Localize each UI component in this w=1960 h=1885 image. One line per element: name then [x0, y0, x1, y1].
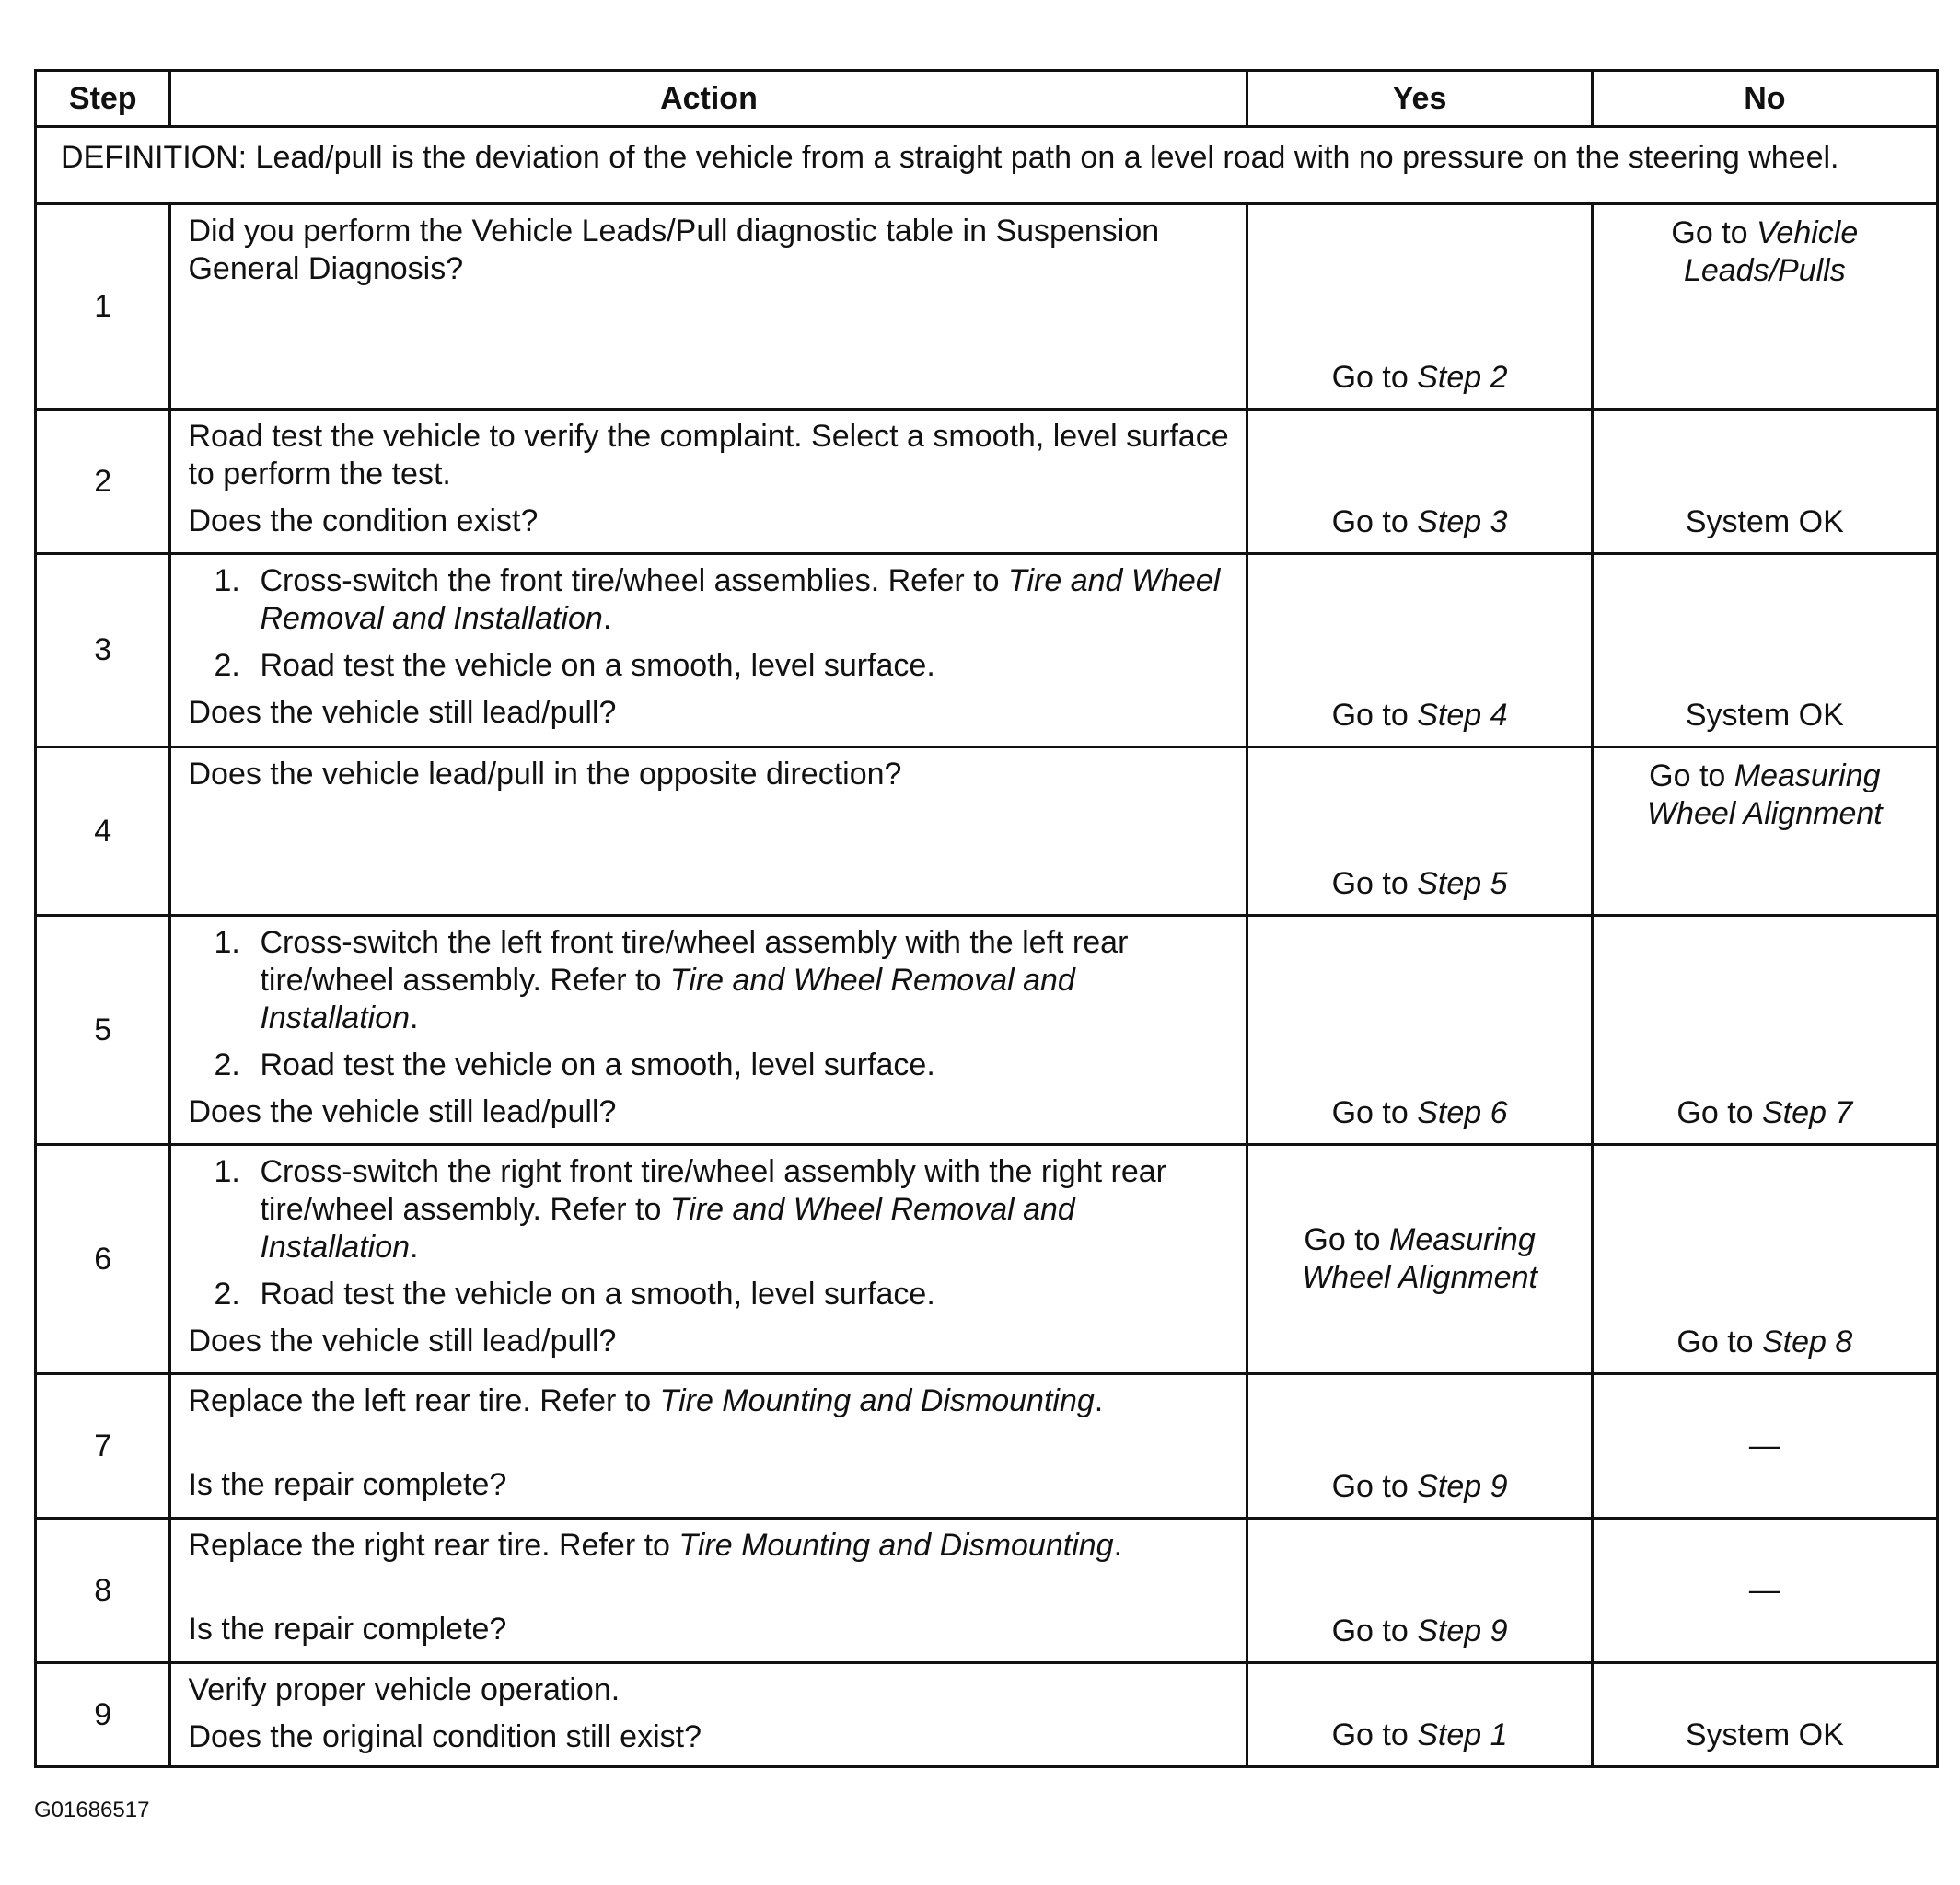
- no-link[interactable]: Step 8: [1762, 1324, 1853, 1359]
- step-number: 9: [36, 1663, 170, 1767]
- action-text: Does the vehicle lead/pull in the opposite direction?: [188, 757, 902, 792]
- list-item: 2. Road test the vehicle on a smooth, level surface.: [214, 1047, 935, 1082]
- no-result: —: [1748, 1428, 1780, 1463]
- action-text: Replace the right rear tire. Refer to Tire Mounting and Dismounting.: [188, 1528, 1123, 1563]
- table-row: [36, 410, 1938, 554]
- yes-cell: [1247, 410, 1592, 554]
- no-cell: [1592, 410, 1937, 554]
- action-question: Does the vehicle still lead/pull?: [188, 695, 617, 730]
- table-row: [36, 916, 1938, 1145]
- no-cell: [1592, 554, 1937, 747]
- yes-cell: [1247, 554, 1592, 747]
- step-number: 4: [36, 747, 170, 916]
- procedure-list: [188, 1153, 1231, 1313]
- table-row: [36, 747, 1938, 916]
- no-result: —: [1748, 1572, 1780, 1608]
- action-text: Did you perform the Vehicle Leads/Pull diagnostic table in Suspension General Diagnosis?: [188, 214, 1160, 286]
- action-question: Does the vehicle still lead/pull?: [188, 1094, 617, 1129]
- yes-cell: [1247, 1374, 1592, 1519]
- table-row: [36, 1519, 1938, 1663]
- table-row: [36, 1663, 1938, 1767]
- table-row: [36, 204, 1938, 410]
- yes-link[interactable]: Step 9: [1417, 1469, 1508, 1504]
- yes-link[interactable]: Step 4: [1417, 698, 1508, 733]
- header-step: Step: [36, 71, 170, 127]
- list-item: 2. Road test the vehicle on a smooth, level surface.: [214, 1277, 935, 1312]
- step-number: 5: [36, 916, 170, 1145]
- yes-prefix: Go to: [1304, 1222, 1389, 1257]
- no-cell: [1592, 1519, 1937, 1663]
- figure-id: G01686517: [34, 1798, 150, 1822]
- reference-link[interactable]: Tire and Wheel Removal and Installation: [260, 1192, 1075, 1265]
- yes-link[interactable]: Measuring Wheel Alignment: [1302, 1222, 1537, 1295]
- yes-prefix: Go to: [1331, 504, 1418, 539]
- list-item: 2. Road test the vehicle on a smooth, level surface.: [214, 648, 935, 683]
- yes-cell: [1247, 1519, 1592, 1663]
- no-link[interactable]: Vehicle Leads/Pulls: [1683, 215, 1859, 288]
- action-text: Replace the left rear tire. Refer to Tire Mounting and Dismounting.: [188, 1383, 1104, 1418]
- action-question: Does the condition exist?: [188, 503, 539, 538]
- header-action: Action: [170, 71, 1247, 127]
- yes-link[interactable]: Step 3: [1417, 504, 1508, 539]
- action-question: Does the original condition still exist?: [188, 1719, 702, 1754]
- yes-link[interactable]: Step 9: [1417, 1613, 1508, 1648]
- step-number: 8: [36, 1519, 170, 1663]
- yes-cell: [1247, 747, 1592, 916]
- step-number: 7: [36, 1374, 170, 1519]
- action-question: Is the repair complete?: [188, 1612, 507, 1647]
- step-number: 6: [36, 1145, 170, 1374]
- action-question: Is the repair complete?: [188, 1467, 507, 1502]
- yes-prefix: Go to: [1331, 698, 1418, 733]
- yes-link[interactable]: Step 6: [1417, 1095, 1508, 1130]
- yes-prefix: Go to: [1331, 1717, 1418, 1752]
- no-cell: [1592, 916, 1937, 1145]
- no-cell: [1592, 1374, 1937, 1519]
- table-row: [36, 1145, 1938, 1374]
- yes-cell: [1247, 1145, 1592, 1374]
- no-cell: [1592, 1663, 1937, 1767]
- yes-cell: [1247, 204, 1592, 410]
- header-no: No: [1592, 71, 1937, 127]
- action-question: Does the vehicle still lead/pull?: [188, 1324, 617, 1359]
- header-row: [36, 71, 1938, 127]
- reference-link[interactable]: Tire Mounting and Dismounting: [678, 1528, 1114, 1563]
- diagnostic-table: [34, 69, 1939, 1768]
- action-cell: [170, 1374, 1247, 1519]
- action-cell: [170, 204, 1247, 410]
- yes-prefix: Go to: [1331, 866, 1418, 901]
- diagnostic-table-container: [34, 69, 1939, 1768]
- no-prefix: Go to: [1649, 758, 1734, 793]
- no-result: System OK: [1685, 698, 1844, 733]
- yes-prefix: Go to: [1331, 1469, 1418, 1504]
- list-item: 1. Cross-switch the front tire/wheel assemblies. Refer to Tire and Wheel Removal and Installation.: [214, 563, 1221, 636]
- yes-prefix: Go to: [1331, 1613, 1418, 1648]
- action-cell: [170, 1663, 1247, 1767]
- action-text: Road test the vehicle to verify the complaint. Select a smooth, level surface to perform the test.: [188, 419, 1229, 491]
- yes-link[interactable]: Step 2: [1417, 360, 1508, 395]
- action-cell: [170, 410, 1247, 554]
- action-text: Verify proper vehicle operation.: [188, 1672, 620, 1707]
- no-prefix: Go to: [1676, 1324, 1762, 1359]
- reference-link[interactable]: Tire and Wheel Removal and Installation: [260, 963, 1075, 1035]
- yes-cell: [1247, 916, 1592, 1145]
- action-cell: [170, 554, 1247, 747]
- table-row: [36, 1374, 1938, 1519]
- procedure-list: [188, 924, 1231, 1084]
- yes-prefix: Go to: [1331, 360, 1418, 395]
- no-cell: [1592, 747, 1937, 916]
- yes-prefix: Go to: [1331, 1095, 1418, 1130]
- header-yes: Yes: [1247, 71, 1592, 127]
- procedure-list: [188, 562, 1231, 685]
- action-cell: [170, 747, 1247, 916]
- list-item: 1. Cross-switch the left front tire/wheel assembly with the left rear tire/wheel assembly. Refer to Tire and Wheel Removal and Installation.: [214, 925, 1129, 1035]
- action-cell: [170, 1519, 1247, 1663]
- step-number: 2: [36, 410, 170, 554]
- definition-text: DEFINITION: Lead/pull is the deviation of the vehicle from a straight path on a level road with no pressure on the steering wheel.: [36, 127, 1938, 204]
- yes-link[interactable]: Step 1: [1417, 1717, 1508, 1752]
- no-prefix: Go to: [1676, 1095, 1762, 1130]
- action-cell: [170, 916, 1247, 1145]
- no-result: System OK: [1685, 1717, 1844, 1752]
- no-cell: [1592, 204, 1937, 410]
- step-number: 3: [36, 554, 170, 747]
- no-prefix: Go to: [1671, 215, 1757, 250]
- no-result: System OK: [1685, 504, 1844, 539]
- no-link[interactable]: Measuring Wheel Alignment: [1646, 758, 1883, 831]
- action-cell: [170, 1145, 1247, 1374]
- no-link[interactable]: Step 7: [1762, 1095, 1853, 1130]
- step-number: 1: [36, 204, 170, 410]
- yes-link[interactable]: Step 5: [1417, 866, 1508, 901]
- list-item: 1. Cross-switch the right front tire/wheel assembly with the right rear tire/wheel assembly. Refer to Tire and Wheel Removal and Installation.: [214, 1154, 1166, 1265]
- reference-link[interactable]: Tire and Wheel Removal and Installation: [260, 563, 1221, 636]
- table-row: [36, 554, 1938, 747]
- no-cell: [1592, 1145, 1937, 1374]
- yes-cell: [1247, 1663, 1592, 1767]
- definition-row: [36, 127, 1938, 204]
- reference-link[interactable]: Tire Mounting and Dismounting: [659, 1383, 1095, 1418]
